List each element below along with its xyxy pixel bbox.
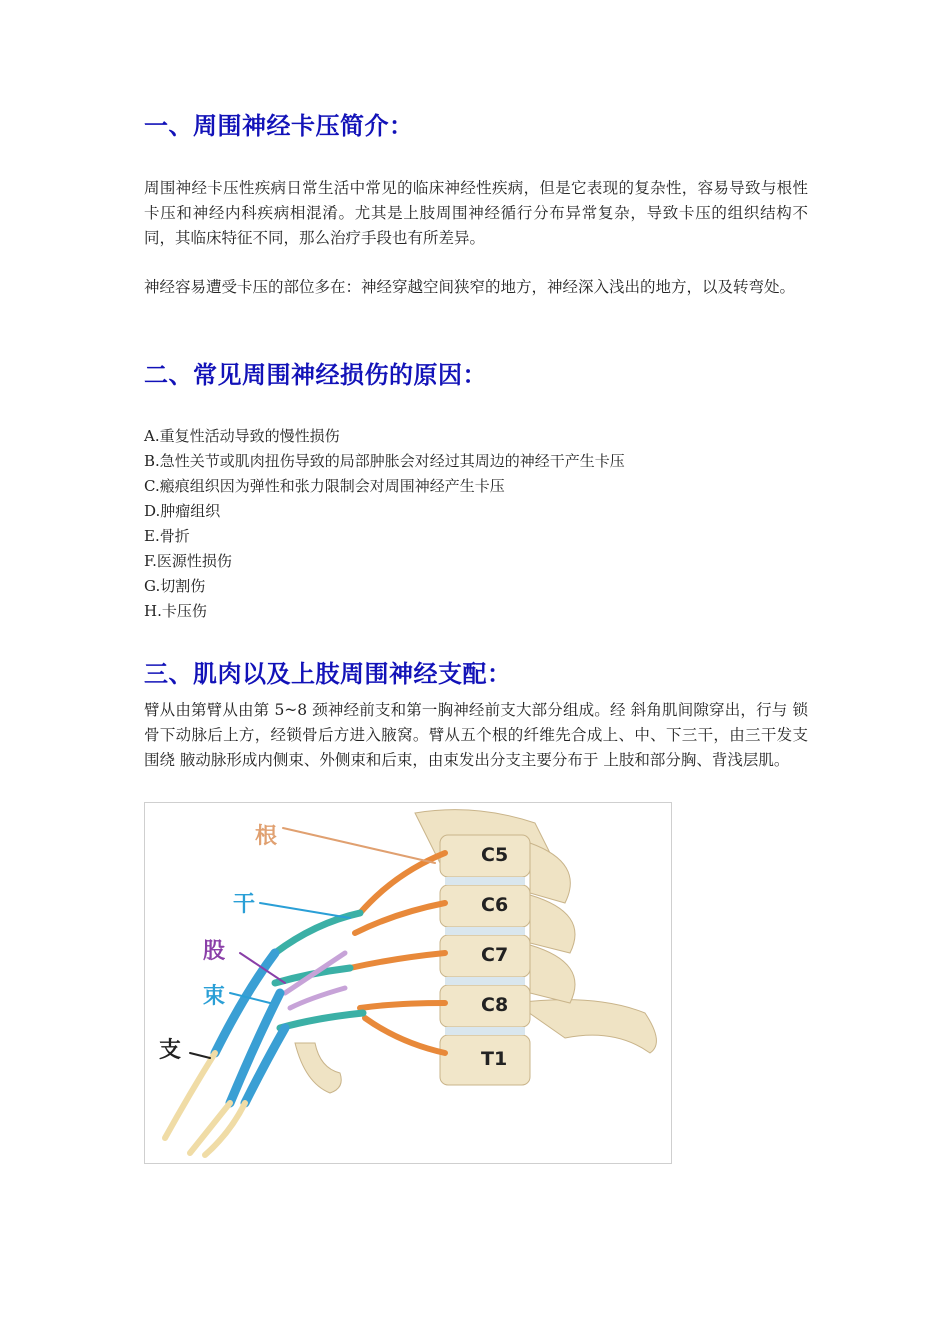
cause-item: F.医源性损伤	[144, 552, 232, 570]
vertebra-label: C5	[481, 844, 509, 866]
figure-label-root: 根	[255, 824, 278, 849]
section-1-heading: 一、周围神经卡压简介：	[144, 112, 414, 140]
cause-item: H.卡压伤	[144, 602, 207, 620]
figure-label-branch: 支	[159, 1038, 182, 1063]
spine-illustration	[295, 810, 656, 1093]
brachial-plexus-figure	[144, 802, 672, 1164]
figure-label-trunk: 干	[233, 892, 256, 917]
vertebra-label: C8	[481, 994, 509, 1016]
section-1-paragraph-1: 周围神经卡压性疾病日常生活中常见的临床神经性疾病，但是它表现的复杂性，容易导致与根性卡压和神经内科疾病相混淆。尤其是上肢周围神经循行分布异常复杂，导致卡压的组织结构不同，其临床特征不同，那么治疗手段也有所差异。	[144, 179, 808, 247]
section-3-heading: 三、肌肉以及上肢周围神经支配：	[144, 660, 512, 688]
vertebra-label: T1	[481, 1048, 508, 1070]
cause-item: E.骨折	[144, 527, 190, 545]
vertebra-label: C6	[481, 894, 509, 916]
brachial-plexus-illustration	[145, 803, 671, 1163]
section-1-paragraph-2: 神经容易遭受卡压的部位多在：神经穿越空间狭窄的地方，神经深入浅出的地方，以及转弯处。	[144, 278, 796, 296]
vertebra-label: C7	[481, 944, 509, 966]
cause-list	[144, 424, 625, 624]
cause-item: C.瘢痕组织因为弹性和张力限制会对周围神经产生卡压	[144, 477, 505, 495]
cause-item: B.急性关节或肌肉扭伤导致的局部肿胀会对经过其周边的神经干产生卡压	[144, 452, 625, 470]
cause-item: D.肿瘤组织	[144, 502, 221, 520]
section-3-paragraph: 臂从由第臂从由第 5~8 颈神经前支和第一胸神经前支大部分组成。经 斜角肌间隙穿出，行与 锁骨下动脉后上方，经锁骨后方进入腋窝。臂从五个根的纤维先合成上、中、下三干，由三干发支围绕 腋动脉形成内侧束、外侧束和后束，由束发出分支主要分布于 上肢和部分胸、背浅层肌。	[144, 701, 808, 769]
cause-item: G.切割伤	[144, 577, 206, 595]
cause-item: A.重复性活动导致的慢性损伤	[144, 427, 340, 445]
figure-label-cord: 束	[203, 984, 226, 1009]
section-2-heading: 二、常见周围神经损伤的原因：	[144, 361, 487, 389]
figure-label-division: 股	[203, 939, 226, 964]
